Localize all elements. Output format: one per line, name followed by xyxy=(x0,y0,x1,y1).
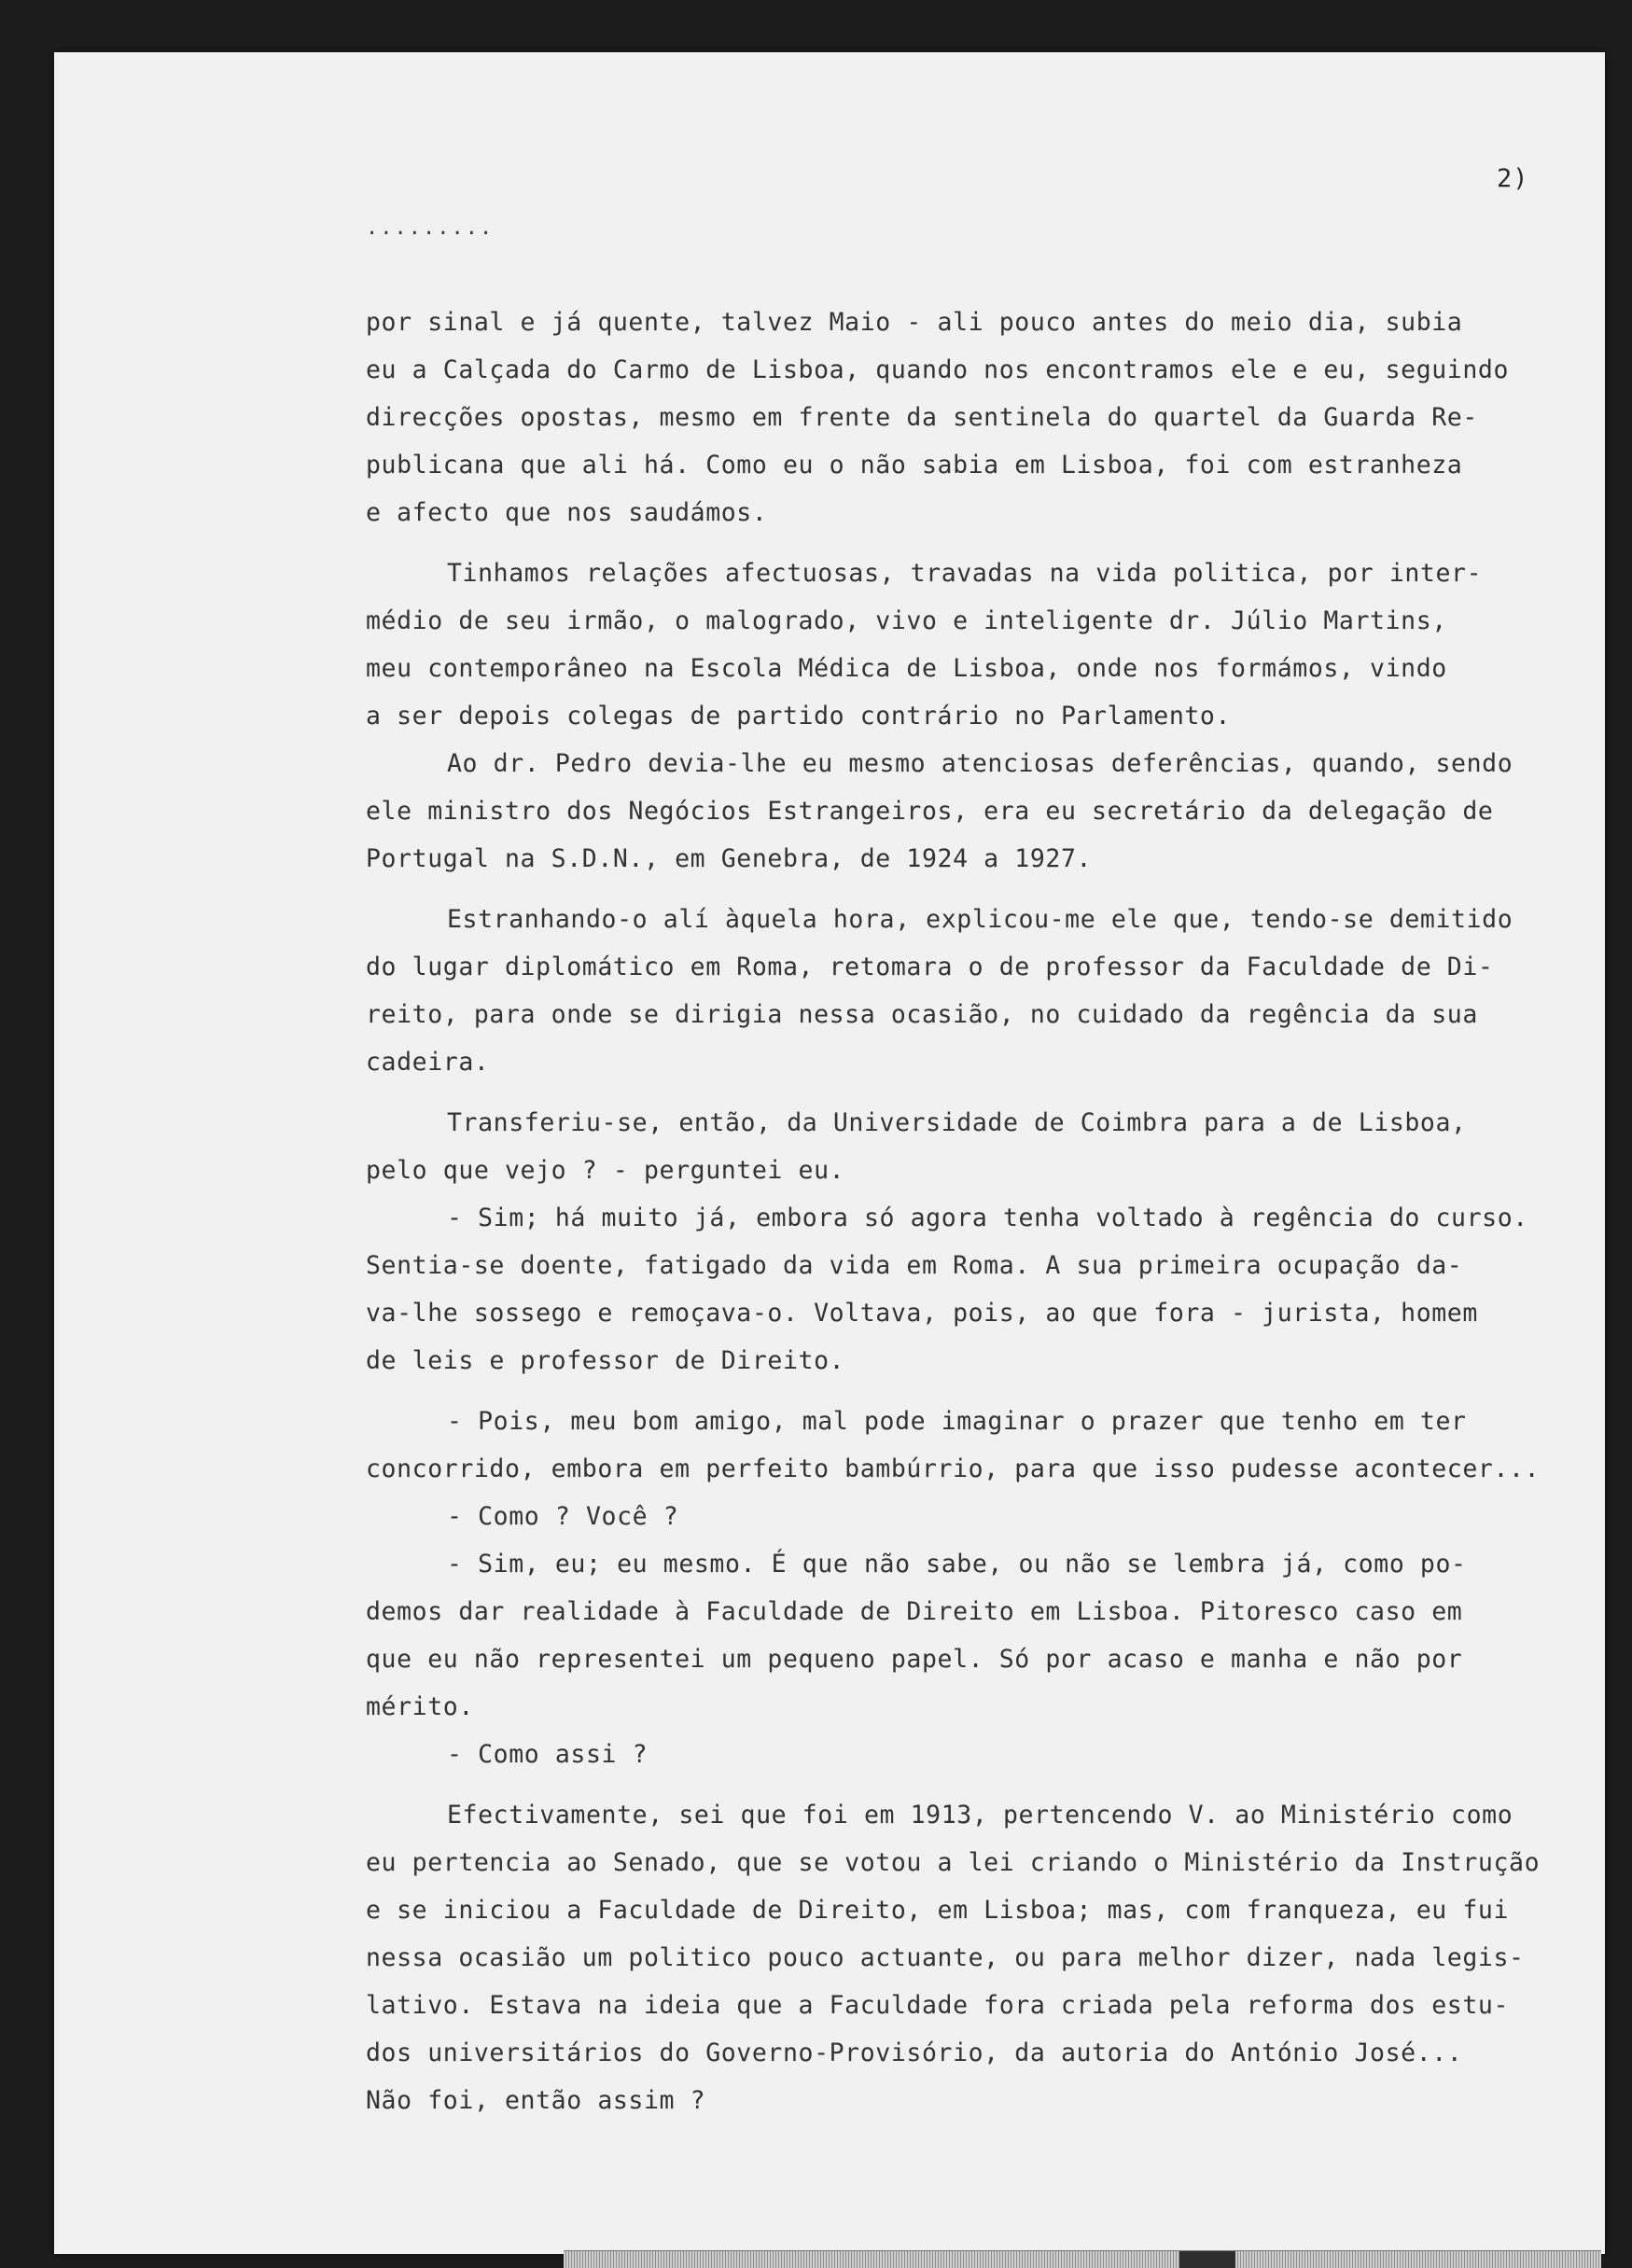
text-line: concorrido, embora em perfeito bambúrrio, para que isso pudesse acontecer... xyxy=(366,1454,1541,1483)
text-line: mérito. xyxy=(366,1692,474,1721)
text-line: eu a Calçada do Carmo de Lisboa, quando nos encontramos ele e eu, seguindo xyxy=(366,355,1510,384)
text-line: direcções opostas, mesmo em frente da sentinela do quartel da Guarda Re- xyxy=(366,403,1478,432)
text-line: demos dar realidade à Faculdade de Direito em Lisboa. Pitoresco caso em xyxy=(366,1597,1463,1626)
text-line: do lugar diplomático em Roma, retomara o de professor da Faculdade de Di- xyxy=(366,953,1494,981)
text-line: eu pertencia ao Senado, que se votou a lei criando o Ministério da Instrução xyxy=(366,1848,1541,1877)
text-line: de leis e professor de Direito. xyxy=(366,1346,845,1375)
text-line: nessa ocasião um politico pouco actuante, ou para melhor dizer, nada legis- xyxy=(366,1943,1525,1972)
text-line: va-lhe sossego e remoçava-o. Voltava, pois, ao que fora - jurista, homem xyxy=(366,1299,1478,1328)
text-line: - Como assi ? xyxy=(447,1740,649,1769)
text-line: - Pois, meu bom amigo, mal pode imaginar o prazer que tenho em ter xyxy=(447,1407,1467,1436)
text-line: e afecto que nos saudámos. xyxy=(366,498,768,527)
text-line: Portugal na S.D.N., em Genebra, de 1924 a 1927. xyxy=(366,844,1093,873)
text-line: Ao dr. Pedro devia-lhe eu mesmo atenciosas deferências, quando, sendo xyxy=(447,749,1513,778)
text-line: reito, para onde se dirigia nessa ocasião, no cuidado da regência da sua xyxy=(366,1000,1478,1029)
scan-ruler xyxy=(564,2250,1601,2268)
text-line: Transferiu-se, então, da Universidade de Coimbra para a de Lisboa, xyxy=(447,1108,1467,1137)
text-line: que eu não representei um pequeno papel. Só por acaso e manha e não por xyxy=(366,1645,1463,1674)
text-line: ele ministro dos Negócios Estrangeiros, era eu secretário da delegação de xyxy=(366,797,1494,826)
body-text xyxy=(366,299,1632,2124)
paragraph-gap xyxy=(366,1778,1632,1791)
text-line: médio de seu irmão, o malogrado, vivo e inteligente dr. Júlio Martins, xyxy=(366,606,1447,635)
text-line: Não foi, então assim ? xyxy=(366,2086,706,2115)
text-line: por sinal e já quente, talvez Maio - ali pouco antes do meio dia, subia xyxy=(366,308,1463,337)
text-line: - Sim; há muito já, embora só agora tenha voltado à regência do curso. xyxy=(447,1204,1528,1232)
paragraph-gap xyxy=(366,536,1632,550)
paragraph-gap xyxy=(366,883,1632,896)
text-line: lativo. Estava na ideia que a Faculdade fora criada pela reforma dos estu- xyxy=(366,1991,1510,2020)
paragraph-gap xyxy=(366,1384,1632,1398)
text-line: publicana que ali há. Como eu o não sabia em Lisboa, foi com estranheza xyxy=(366,451,1463,480)
text-line: a ser depois colegas de partido contrário no Parlamento. xyxy=(366,702,1232,730)
text-line: Estranhando-o alí àquela hora, explicou-me ele que, tendo-se demitido xyxy=(447,905,1513,934)
text-line: Sentia-se doente, fatigado da vida em Roma. A sua primeira ocupação da- xyxy=(366,1251,1463,1280)
text-line: Efectivamente, sei que foi em 1913, pertencendo V. ao Ministério como xyxy=(447,1801,1513,1830)
continuation-mark: ......... xyxy=(366,216,495,240)
text-line: - Sim, eu; eu mesmo. É que não sabe, ou não se lembra já, como po- xyxy=(447,1550,1467,1579)
text-line: cadeira. xyxy=(366,1048,490,1077)
text-line: pelo que vejo ? - perguntei eu. xyxy=(366,1156,845,1185)
text-line: Tinhamos relações afectuosas, travadas na vida politica, por inter- xyxy=(447,559,1483,588)
text-line: e se iniciou a Faculdade de Direito, em Lisboa; mas, com franqueza, eu fui xyxy=(366,1896,1510,1925)
paragraph-gap xyxy=(366,1086,1632,1099)
text-line: dos universitários do Governo-Provisório, da autoria do António José... xyxy=(366,2038,1463,2067)
ruler-mark xyxy=(1179,2251,1235,2268)
text-line: - Como ? Você ? xyxy=(447,1502,679,1531)
text-line: meu contemporâneo na Escola Médica de Lisboa, onde nos formámos, vindo xyxy=(366,654,1447,683)
document-page xyxy=(54,52,1605,2254)
page-number: 2) xyxy=(1497,164,1529,193)
